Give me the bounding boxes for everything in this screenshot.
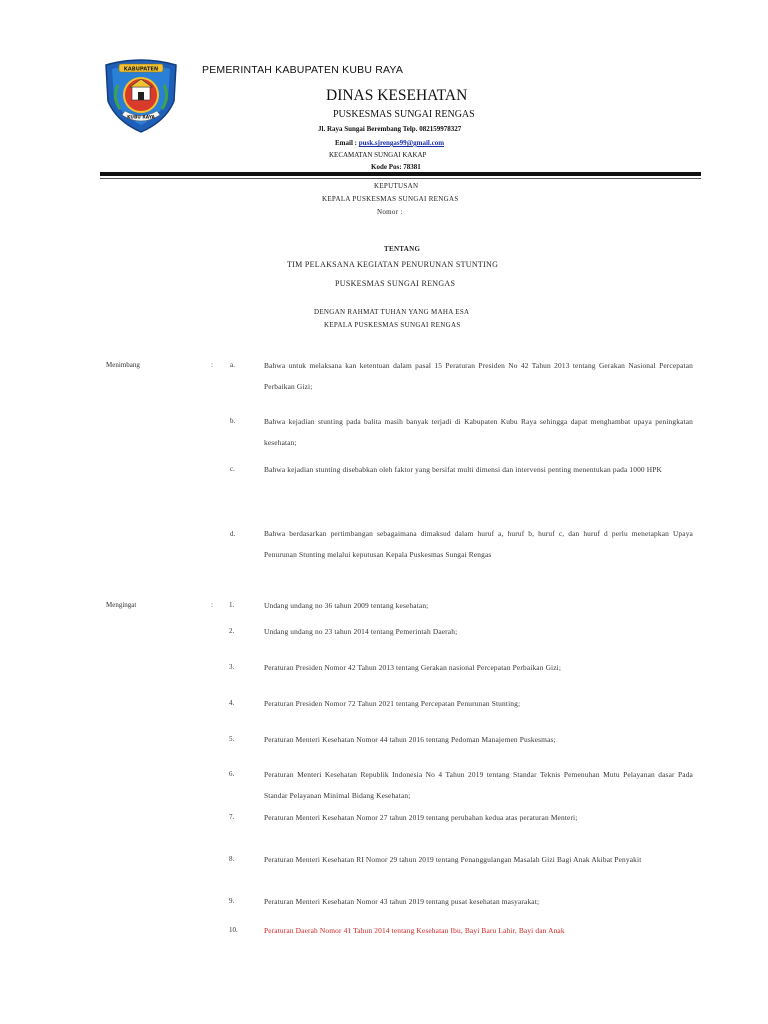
email-label: Email :: [335, 139, 359, 147]
kecamatan-line: KECAMATAN SUNGAI KAKAP: [329, 151, 427, 159]
menimbang-label: Menimbang: [106, 361, 140, 369]
menimbang-item-text: Bahwa untuk melaksana kan ketentuan dalam pasal 15 Peraturan Presiden No 42 Tahun 2013 tentang Gerakan Nasional Percepatan Perbaikan Gizi;: [264, 361, 693, 391]
menimbang-item-text: Bahwa kejadian stunting pada balita masih banyak terjadi di Kabupaten Kubu Raya sehingga dapat menghambat upaya peningkatan kesehatan;: [264, 417, 693, 447]
mengingat-item-text: Peraturan Presiden Nomor 72 Tahun 2021 tentang Percepatan Penurunan Stunting;: [264, 699, 521, 708]
kubu-raya-regency-logo: [104, 57, 178, 133]
email-link[interactable]: pusk.sjrengas99@gmail.com: [358, 139, 445, 147]
mengingat-label: Mengingat: [106, 601, 137, 609]
mengingat-item-number: 6.: [229, 770, 235, 778]
mengingat-item-text: Peraturan Menteri Kesehatan RI Nomor 29 tahun 2019 tentang Penanggulangan Masalah Gizi Bagi Anak Akibat Penyakit: [264, 855, 642, 864]
mengingat-item-number: 3.: [229, 663, 235, 671]
invocation: DENGAN RAHMAT TUHAN YANG MAHA ESA: [314, 308, 470, 316]
government-name: PEMERINTAH KABUPATEN KUBU RAYA: [202, 64, 404, 76]
mengingat-item-number: 1.: [229, 601, 235, 609]
menimbang-item-number: c.: [230, 465, 235, 473]
mengingat-item-text: Peraturan Presiden Nomor 42 Tahun 2013 tentang Gerakan nasional Percepatan Perbaikan Gizi;: [264, 663, 562, 672]
mengingat-colon: :: [211, 601, 213, 609]
address-line: Jl. Raya Sungai Berembang Telp. 082159978327: [318, 125, 462, 133]
menimbang-item-text: Bahwa berdasarkan pertimbangan sebagaimana dimaksud dalam huruf a, huruf b, huruf c, dan huruf d perlu menetapkan Upaya Penurunan Stunting melalui keputusan Kepala Puskesmas Sungai Rengas: [264, 529, 693, 559]
email-line: [335, 139, 444, 147]
menimbang-item-number: b.: [230, 417, 236, 425]
postal-code: Kode Pos: 78381: [371, 163, 421, 171]
menimbang-item-number: a.: [230, 361, 235, 369]
department-name: DINAS KESEHATAN: [326, 87, 468, 104]
mengingat-item-number: 4.: [229, 699, 235, 707]
subject-line: TIM PELAKSANA KEGIATAN PENURUNAN STUNTING: [287, 260, 499, 269]
menimbang-item-text: Bahwa kejadian stunting disebabkan oleh faktor yang bersifat multi dimensi dan intervensi penting menentukan pada 1000 HPK: [264, 465, 663, 474]
decree-title: KEPUTUSAN: [374, 182, 419, 190]
puskesmas-name: PUSKESMAS SUNGAI RENGAS: [333, 109, 475, 120]
mengingat-item-text: Peraturan Menteri Kesehatan Nomor 27 tahun 2019 tentang perubahan kedua atas peraturan Menteri;: [264, 813, 578, 822]
decree-issuer: KEPALA PUSKESMAS SUNGAI RENGAS: [322, 195, 459, 203]
menimbang-colon: :: [211, 361, 213, 369]
mengingat-item-text: Undang undang no 23 tahun 2014 tentang Pemerintah Daerah;: [264, 627, 458, 636]
logo-bottom-text: KUBU RAYA: [127, 115, 155, 121]
mengingat-item-number: 9.: [229, 897, 235, 905]
invocation-issuer: KEPALA PUSKESMAS SUNGAI RENGAS: [324, 321, 461, 329]
menimbang-item-number: d.: [230, 530, 236, 538]
mengingat-item-number: 5.: [229, 735, 235, 743]
logo-top-text: KABUPATEN: [123, 66, 159, 73]
header-divider-thin: [100, 178, 701, 179]
mengingat-item-number: 7.: [229, 813, 235, 821]
about-heading: TENTANG: [384, 245, 421, 253]
mengingat-item-text: Peraturan Menteri Kesehatan Nomor 44 tahun 2016 tentang Pedoman Manajemen Puskesmas;: [264, 735, 556, 744]
mengingat-item-number: 10.: [229, 926, 238, 934]
subject-puskesmas: PUSKESMAS SUNGAI RENGAS: [335, 279, 456, 288]
header-divider-thick: [100, 172, 701, 176]
decree-number: Nomor :: [377, 208, 403, 216]
mengingat-item-number: 8.: [229, 855, 235, 863]
mengingat-item-text: Undang undang no 36 tahun 2009 tentang kesehatan;: [264, 601, 429, 610]
mengingat-item-text: Peraturan Menteri Kesehatan Nomor 43 tahun 2019 tentang pusat kesehatan masyarakat;: [264, 897, 540, 906]
mengingat-item-text: Peraturan Menteri Kesehatan Republik Indonesia No 4 Tahun 2019 tentang Standar Teknis Pemenuhan Mutu Pelayanan dasar Pada Standar Pelayanan Minimal Bidang Kesehatan;: [264, 770, 693, 800]
mengingat-item-text-highlighted: Peraturan Daerah Nomor 41 Tahun 2014 tentang Kesehatan Ibu, Bayi Baru Lahir, Bayi dan Anak: [264, 926, 565, 935]
mengingat-item-number: 2.: [229, 627, 235, 635]
